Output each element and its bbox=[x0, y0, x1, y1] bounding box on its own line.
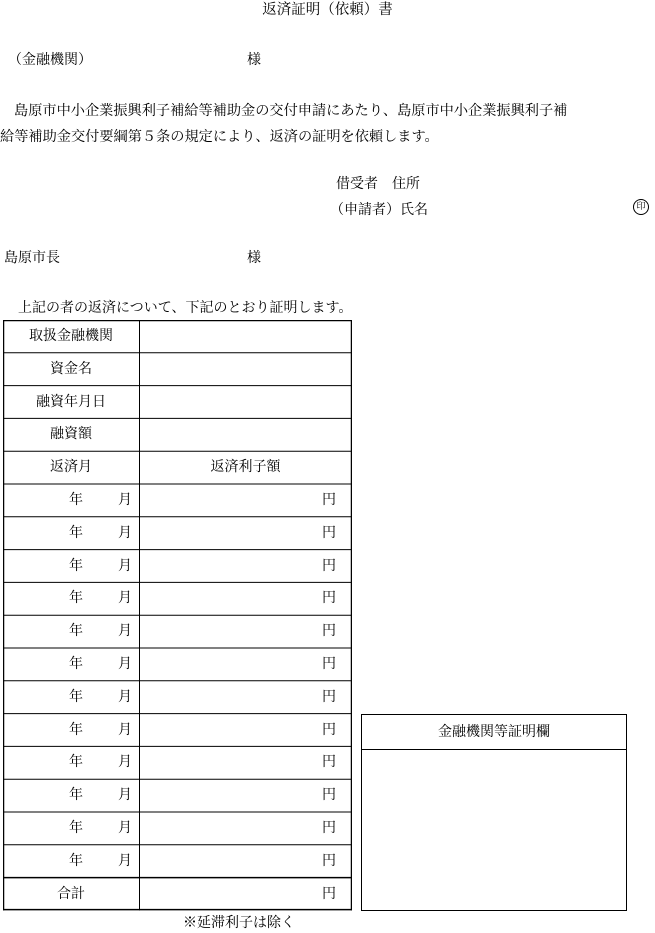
month-cell[interactable] bbox=[3, 812, 139, 845]
interest-amount-cell[interactable] bbox=[139, 615, 352, 648]
interest-amount-cell[interactable] bbox=[139, 681, 352, 714]
interest-amount-cell[interactable] bbox=[139, 779, 352, 812]
yen-label: 円 bbox=[322, 557, 336, 574]
info-label: 取扱金融機関 bbox=[29, 328, 113, 344]
interest-amount-cell[interactable] bbox=[139, 484, 352, 517]
info-row bbox=[3, 320, 352, 353]
info-value-field[interactable] bbox=[139, 418, 352, 451]
month-row bbox=[3, 648, 352, 681]
month-cell[interactable] bbox=[3, 845, 139, 878]
month-row bbox=[3, 517, 352, 550]
month-cell[interactable] bbox=[3, 615, 139, 648]
total-label: 合計 bbox=[57, 885, 85, 902]
header-interest-amount: 返済利子額 bbox=[210, 459, 281, 476]
document-title: 返済証明（依頼）書 bbox=[262, 2, 393, 18]
yen-label: 円 bbox=[322, 721, 336, 738]
month-row bbox=[3, 845, 352, 878]
year-label: 年 bbox=[69, 852, 83, 869]
total-row bbox=[3, 878, 352, 911]
total-amount-cell[interactable] bbox=[139, 878, 352, 911]
yen-label: 円 bbox=[322, 820, 336, 836]
info-label: 融資額 bbox=[50, 426, 92, 443]
month-cell[interactable] bbox=[3, 582, 139, 615]
bank-addressee: （金融機関） bbox=[8, 52, 92, 68]
year-label: 年 bbox=[69, 623, 83, 640]
month-row bbox=[3, 746, 352, 779]
interest-amount-cell[interactable] bbox=[139, 648, 352, 681]
month-label: 月 bbox=[118, 492, 132, 508]
yen-label: 円 bbox=[322, 852, 336, 869]
year-label: 年 bbox=[69, 688, 83, 705]
year-label: 年 bbox=[69, 754, 83, 771]
month-cell[interactable] bbox=[3, 681, 139, 714]
info-value-field[interactable] bbox=[139, 320, 352, 353]
month-cell[interactable] bbox=[3, 714, 139, 747]
paragraph-line-1: 島原市中小企業振興利子補給等補助金の交付申請にあたり、島原市中小企業振興利子補 bbox=[14, 103, 568, 119]
info-label: 資金名 bbox=[50, 360, 92, 377]
mayor-addressee: 島原市長 bbox=[4, 250, 60, 266]
repayment-table bbox=[3, 320, 352, 911]
late-interest-note: ※延滞利子は除く bbox=[183, 915, 295, 931]
table-header-row bbox=[3, 451, 352, 484]
certify-statement: 上記の者の返済について、下記のとおり証明します。 bbox=[18, 300, 353, 316]
yen-label: 円 bbox=[322, 885, 336, 902]
month-label: 月 bbox=[118, 524, 132, 541]
month-label: 月 bbox=[118, 688, 132, 705]
yen-label: 円 bbox=[322, 787, 336, 804]
year-label: 年 bbox=[69, 524, 83, 541]
borrower-address-label: 借受者 住所 bbox=[336, 176, 420, 192]
year-label: 年 bbox=[69, 656, 83, 672]
info-value-field[interactable] bbox=[139, 353, 352, 386]
month-label: 月 bbox=[118, 557, 132, 574]
interest-amount-cell[interactable] bbox=[139, 845, 352, 878]
yen-label: 円 bbox=[322, 590, 336, 607]
month-label: 月 bbox=[118, 623, 132, 640]
info-row bbox=[3, 353, 352, 386]
honorific-bank: 様 bbox=[247, 52, 261, 68]
month-label: 月 bbox=[118, 787, 132, 804]
interest-amount-cell[interactable] bbox=[139, 812, 352, 845]
month-cell[interactable] bbox=[3, 517, 139, 550]
request-paragraph bbox=[0, 98, 655, 150]
yen-label: 円 bbox=[322, 524, 336, 541]
year-label: 年 bbox=[69, 820, 83, 836]
header-repayment-month: 返済月 bbox=[50, 459, 92, 476]
month-cell[interactable] bbox=[3, 648, 139, 681]
month-label: 月 bbox=[118, 820, 132, 836]
yen-label: 円 bbox=[322, 688, 336, 705]
honorific-mayor: 様 bbox=[247, 250, 261, 266]
month-cell[interactable] bbox=[3, 484, 139, 517]
certification-box bbox=[361, 714, 627, 911]
seal-mark: 印 bbox=[633, 199, 649, 215]
month-label: 月 bbox=[118, 754, 132, 771]
certification-box-title: 金融機関等証明欄 bbox=[362, 715, 626, 750]
month-row bbox=[3, 484, 352, 517]
yen-label: 円 bbox=[322, 656, 336, 672]
year-label: 年 bbox=[69, 557, 83, 574]
month-row bbox=[3, 714, 352, 747]
month-label: 月 bbox=[118, 590, 132, 607]
interest-amount-cell[interactable] bbox=[139, 746, 352, 779]
month-label: 月 bbox=[118, 656, 132, 672]
applicant-name-label: （申請者）氏名 bbox=[330, 202, 428, 218]
month-row bbox=[3, 582, 352, 615]
month-cell[interactable] bbox=[3, 779, 139, 812]
month-cell[interactable] bbox=[3, 746, 139, 779]
month-cell[interactable] bbox=[3, 550, 139, 583]
yen-label: 円 bbox=[322, 623, 336, 640]
month-row bbox=[3, 681, 352, 714]
info-row bbox=[3, 418, 352, 451]
interest-amount-cell[interactable] bbox=[139, 714, 352, 747]
yen-label: 円 bbox=[322, 492, 336, 508]
month-label: 月 bbox=[118, 721, 132, 738]
interest-amount-cell[interactable] bbox=[139, 582, 352, 615]
year-label: 年 bbox=[69, 787, 83, 804]
info-row bbox=[3, 386, 352, 419]
interest-amount-cell[interactable] bbox=[139, 517, 352, 550]
paragraph-line-2: 給等補助金交付要綱第５条の規定により、返済の証明を依頼します。 bbox=[0, 129, 439, 145]
month-label: 月 bbox=[118, 852, 132, 869]
year-label: 年 bbox=[69, 590, 83, 607]
month-row bbox=[3, 615, 352, 648]
year-label: 年 bbox=[69, 492, 83, 508]
interest-amount-cell[interactable] bbox=[139, 550, 352, 583]
month-row bbox=[3, 779, 352, 812]
month-row bbox=[3, 812, 352, 845]
yen-label: 円 bbox=[322, 754, 336, 771]
info-label: 融資年月日 bbox=[36, 393, 106, 410]
info-value-field[interactable] bbox=[139, 386, 352, 419]
month-row bbox=[3, 550, 352, 583]
year-label: 年 bbox=[69, 721, 83, 738]
